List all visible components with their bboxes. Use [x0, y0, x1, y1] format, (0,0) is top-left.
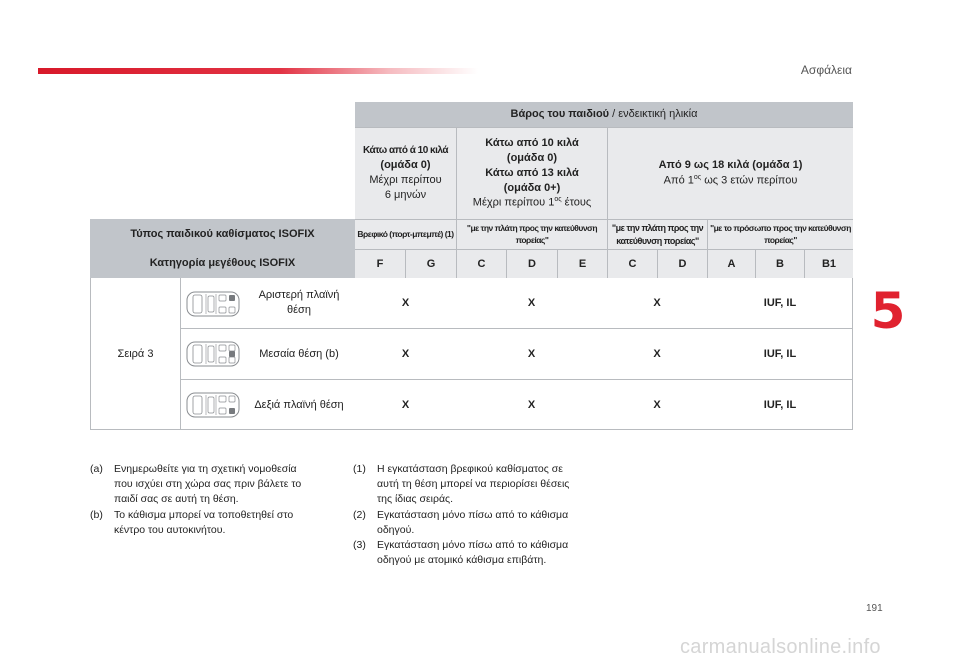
- note-item: (1) Η εγκατάσταση βρεφικού καθίσματος σε αυτή τη θέση μπορεί να περιορίσει θέσεις της ίδιας σειράς.: [353, 462, 623, 508]
- watermark: carmanualsonline.info: [680, 636, 881, 658]
- page-number: 191: [866, 603, 883, 614]
- notes-right: [353, 462, 623, 568]
- group-header-group1: Από 9 ως 18 κιλά (ομάδα 1) Από $1^{o\varsigma}$ ως 3 ετών περίπου: [607, 127, 853, 219]
- size-class-f: F: [355, 249, 405, 278]
- isofix-type-infant: Βρεφικό (πορτ-μπεμπέ) (1): [355, 219, 456, 249]
- chapter-number: 5: [870, 282, 906, 340]
- seat-label: Δεξιά πλαϊνή θέση: [254, 398, 344, 411]
- size-class-d: D: [506, 249, 557, 278]
- size-class-d2: D: [657, 249, 707, 278]
- row-label: Σειρά 3: [117, 347, 154, 360]
- note-key: (b): [90, 508, 103, 521]
- row-label-divider: [180, 278, 181, 430]
- size-class-a: A: [707, 249, 755, 278]
- value-group1-forward: IUF, IL: [763, 398, 797, 411]
- note-key: (3): [353, 539, 366, 552]
- value-group1-forward: IUF, IL: [763, 296, 797, 309]
- section-title: Ασφάλεια: [800, 63, 852, 77]
- car-seat-middle-icon: [186, 340, 240, 368]
- size-class-c2: C: [607, 249, 657, 278]
- notes-left: [90, 462, 340, 538]
- size-class-label: Κατηγορία μεγέθους ISOFIX: [90, 249, 355, 278]
- size-class-e: E: [557, 249, 607, 278]
- note-item: (3) Εγκατάσταση μόνο πίσω από το κάθισμα οδηγού με ατομικό κάθισμα επιβάτη.: [353, 538, 623, 568]
- note-key: (a): [90, 463, 103, 475]
- size-class-c: C: [456, 249, 506, 278]
- header-accent-bar: [38, 68, 478, 74]
- car-seat-right-icon: [186, 391, 240, 419]
- size-class-g: G: [405, 249, 456, 278]
- isofix-type-label: Τύπος παιδικού καθίσματος ISOFIX: [90, 219, 355, 249]
- value-group1-rear: X: [653, 347, 661, 360]
- isofix-table: [90, 102, 853, 430]
- note-key: (2): [353, 508, 366, 521]
- value-rear-facing: X: [527, 398, 536, 411]
- value-rear-facing: X: [527, 296, 536, 309]
- note-item: (a) Ενημερωθείτε για τη σχετική νομοθεσία που ισχύει στη χώρα σας πριν βάλετε το παιδί σας σε αυτή τη θέση.: [90, 462, 340, 508]
- isofix-type-rear-2: "με την πλάτη προς την κατεύθυνση πορείας": [607, 219, 707, 249]
- value-rear-facing: X: [527, 347, 536, 360]
- value-infant: X: [401, 296, 410, 309]
- group-header-rear-facing: Κάτω από 10 κιλά (ομάδα 0) Κάτω από 13 κιλά (ομάδα 0+) Μέχρι περίπου $1^{o\varsigma}$ έτους: [456, 127, 607, 219]
- seat-label: Μεσαία θέση (b): [259, 347, 339, 360]
- value-infant: X: [401, 398, 410, 411]
- size-class-b: B: [755, 249, 804, 278]
- size-class-b1: B1: [804, 249, 853, 278]
- note-item: (b) Το κάθισμα μπορεί να τοποθετηθεί στο κέντρο του αυτοκινήτου.: [90, 508, 340, 538]
- group-header-infant: Κάτω από ά 10 κιλά (ομάδα 0) Μέχρι περίπου 6 μηνών: [355, 127, 456, 219]
- value-group1-rear: X: [653, 296, 661, 309]
- note-item: (2) Εγκατάσταση μόνο πίσω από το κάθισμα οδηγού.: [353, 508, 623, 538]
- car-seat-left-icon: [186, 290, 240, 318]
- note-key: (1): [353, 463, 366, 475]
- seat-label: Αριστερή πλαϊνή θέση: [258, 289, 340, 316]
- isofix-type-rear-1: "με την πλάτη προς την κατεύθυνση πορείας": [456, 219, 607, 249]
- isofix-type-forward: "με το πρόσωπο προς την κατεύθυνση πορείας": [707, 219, 853, 249]
- value-group1-forward: IUF, IL: [763, 347, 797, 360]
- value-infant: X: [401, 347, 410, 360]
- value-group1-rear: X: [653, 398, 661, 411]
- weight-header: Βάρος του παιδιού / ενδεικτική ηλικία: [355, 102, 853, 127]
